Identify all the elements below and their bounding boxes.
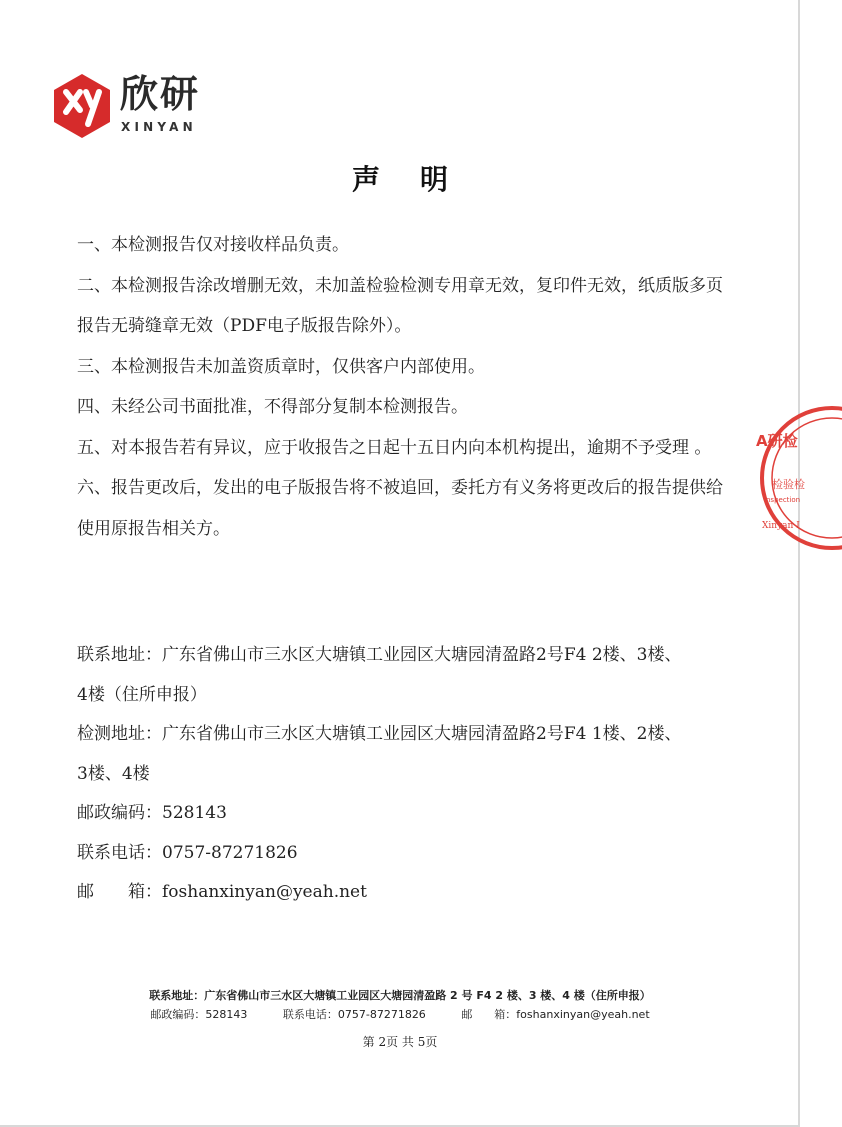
test-address-line1: 检测地址：广东省佛山市三水区大塘镇工业园区大塘园清盈路2号F4 1楼、2楼、: [77, 724, 682, 744]
contact-email: 邮 箱：foshanxinyan@yeah.net: [77, 882, 367, 902]
statement-item: 四、未经公司书面批准，不得部分复制本检测报告。: [77, 397, 468, 417]
logo-chinese-name: 欣研: [120, 72, 201, 116]
footer-email: 邮 箱：foshanxinyan@yeah.net: [461, 1008, 650, 1021]
svg-text:Xinyan I: Xinyan I: [762, 521, 800, 531]
statement-list: [77, 225, 727, 549]
contact-address-line1: 联系地址：广东省佛山市三水区大塘镇工业园区大塘园清盈路2号F4 2楼、3楼、: [77, 645, 682, 665]
svg-text:nspection: nspection: [766, 496, 801, 504]
svg-text:检验检: 检验检: [772, 478, 805, 491]
footer-phone: 联系电话：0757-87271826: [282, 1008, 426, 1021]
statement-item: 一、本检测报告仅对接收样品负责。: [77, 235, 349, 255]
svg-text:A研检: A研检: [756, 432, 798, 450]
xinyan-logo-icon: [52, 72, 112, 140]
inspection-seal-stamp: [752, 398, 842, 558]
logo-english-name: XINYAN: [121, 120, 197, 134]
page-number: 第 2页 共 5页: [362, 1035, 438, 1049]
statement-item: 二、本检测报告涂改增删无效，未加盖检验检测专用章无效，复印件无效，纸质版多页报告无骑缝章无效（PDF电子版报告除外）。: [77, 275, 723, 336]
statement-item: 三、本检测报告未加盖资质章时，仅供客户内部使用。: [77, 356, 485, 377]
footer-address: 联系地址：广东省佛山市三水区大塘镇工业园区大塘园清盈路 2 号 F4 2 楼、3 楼、4 楼（住所申报）: [149, 989, 651, 1002]
test-address-line2: 3楼、4楼: [77, 763, 150, 784]
contact-phone: 联系电话：0757-87271826: [77, 842, 298, 863]
contact-address-line2: 4楼（住所申报）: [77, 684, 207, 705]
statement-item: 五、对本报告若有异议，应于收报告之日起十五日内向本机构提出，逾期不予受理 。: [77, 437, 712, 458]
contact-postcode: 邮政编码：528143: [77, 803, 227, 823]
footer-contact-row: [0, 1006, 800, 1022]
contact-info: [77, 636, 727, 913]
page-title: 声明: [351, 163, 488, 196]
company-logo: [52, 70, 252, 142]
statement-item: 六、报告更改后，发出的电子版报告将不被追回，委托方有义务将更改后的报告提供给使用原报告相关方。: [77, 478, 723, 539]
footer-postcode: 邮政编码：528143: [150, 1008, 248, 1021]
